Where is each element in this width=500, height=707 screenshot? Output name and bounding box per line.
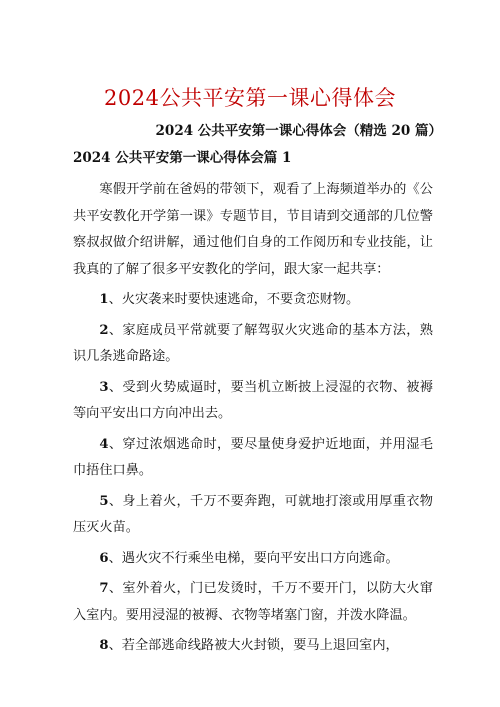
document-subtitle: 2024 公共平安第一课心得体会（精选 20 篇） — [155, 123, 442, 139]
list-item — [73, 576, 433, 629]
list-item — [73, 432, 433, 485]
document-body — [73, 177, 433, 660]
item-number: 3 — [99, 379, 109, 395]
item-text: 、家庭成员平常就要了解驾驭火灾逃命的基本方法，熟识几条逃命路途。 — [73, 322, 433, 364]
list-item — [73, 489, 433, 542]
section-heading: 2024 公共平安第一课心得体会篇 1 — [73, 150, 292, 166]
item-number: 5 — [99, 493, 109, 509]
item-number: 1 — [99, 292, 109, 307]
item-number: 6 — [99, 550, 109, 566]
list-item — [73, 633, 433, 660]
item-text: 、火灾袭来时要快速逃命，不要贪恋财物。 — [108, 292, 360, 307]
item-number: 4 — [99, 436, 109, 452]
list-item — [73, 546, 433, 573]
item-number: 7 — [99, 581, 109, 596]
item-number: 8 — [99, 638, 109, 653]
item-text: 、室外着火，门已发烫时，千万不要开门，以防大火窜入室内。要用浸湿的被褥、衣物等堵塞门窗，并泼水降温。 — [73, 581, 433, 623]
list-item — [73, 375, 433, 428]
intro-paragraph: 寒假开学前在爸妈的带领下，观看了上海频道举办的《公共平安教化开学第一课》专题节目，节目请到交通部的几位警察叔叔做介绍讲解，通过他们自身的工作阅历和专业技能，让我真的了解了很多平安教化的学问，跟大家一起共享： — [73, 182, 433, 277]
item-number: 2 — [99, 322, 109, 338]
list-item — [73, 287, 433, 314]
item-text: 、受到火势威逼时，要当机立断披上浸湿的衣物、被褥等向平安出口方向冲出去。 — [73, 379, 433, 421]
document-title: 2024公共平安第一课心得体会 — [104, 86, 396, 110]
item-text: 、穿过浓烟逃命时，要尽量使身爱护近地面，并用湿毛巾捂住口鼻。 — [73, 436, 433, 478]
item-text: 、若全部逃命线路被大火封锁，要马上退回室内， — [108, 638, 399, 653]
item-text: 、遇火灾不行乘坐电梯，要向平安出口方向逃命。 — [108, 550, 399, 566]
item-text: 、身上着火，千万不要奔跑，可就地打滚或用厚重衣物压灭火苗。 — [73, 493, 433, 535]
list-item — [73, 318, 433, 371]
